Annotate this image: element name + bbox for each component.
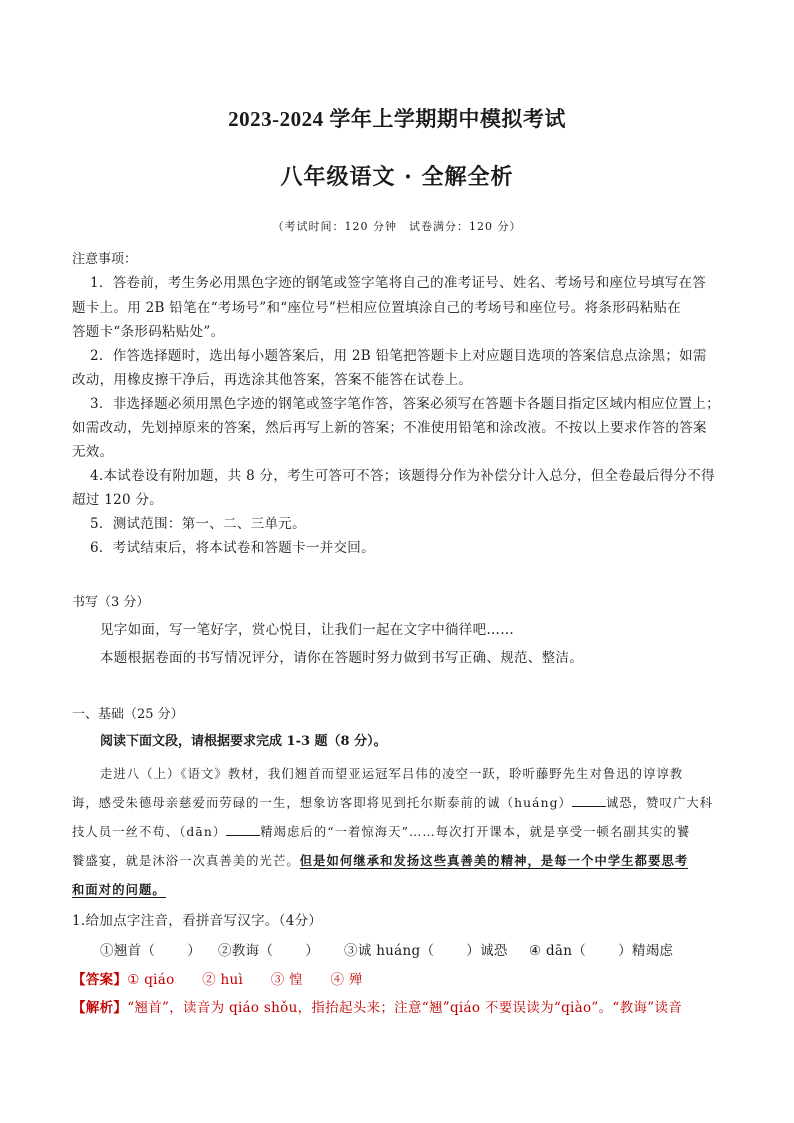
passage-line: [72, 822, 690, 840]
passage-text: 精竭虑后的“一着惊海天”……每次打开课本，就是享受一顿名副其实的饕: [260, 825, 691, 839]
exam-info: （考试时间：120 分钟 试卷满分：120 分）: [272, 220, 522, 233]
answer-line: [72, 968, 363, 988]
analysis-tag: 【解析】: [72, 1000, 128, 1016]
item-label: ③诚 huáng（: [344, 943, 435, 959]
fill-blank[interactable]: [572, 794, 606, 807]
passage-line: 走进八（上）《语文》教材，我们翘首而望亚运冠军吕伟的凌空一跃，聆听藤野先生对鲁迅的谆谆教: [100, 767, 684, 781]
answer-text: ① qiáo ② huì ③ 惶 ④ 殚: [127, 972, 363, 988]
writing-line: 本题根据卷面的书写情况评分，请你在答题时努力做到书写正确、规范、整洁。: [100, 650, 583, 666]
notice-line: 超过 120 分。: [72, 492, 164, 508]
fill-blank[interactable]: [226, 823, 260, 836]
passage-text: 餮盛宴，就是沐浴一次真善美的光芒。: [72, 854, 300, 868]
notice-line: 题卡上。用 2B 铅笔在“考场号”和“座位号”栏相应位置填涂自己的考场号和座位号。将条形码粘贴在: [72, 300, 682, 316]
notice-heading: 注意事项：: [72, 252, 138, 267]
notice-line: 6．考试结束后，将本试卷和答题卡一并交回。: [90, 540, 375, 556]
passage-text: 诲，感受朱德母亲慈爱而劳碌的一生，想象访客即将见到托尔斯泰前的诚（huáng）: [72, 796, 572, 810]
answer-tag: 【答案】: [72, 972, 128, 988]
page-subtitle: 八年级语文 · 全解全析: [280, 164, 514, 190]
notice-line: 无效。: [72, 444, 114, 460]
passage-text: 技人员一丝不苟、（dān）: [72, 825, 227, 839]
question-item: [218, 939, 319, 959]
passage-line: [72, 851, 688, 869]
notice-line: 4.本试卷设有附加题，共 8 分，考生可答可不答；该题得分作为补偿分计入总分，但全卷最后得分不得: [90, 468, 715, 484]
question-item: [529, 939, 673, 959]
section-heading: 一、基础（25 分）: [72, 707, 184, 722]
item-close: ）诚恐: [466, 943, 508, 959]
notice-line: 答题卡“条形码粘贴处”。: [72, 324, 225, 340]
question-item: [100, 939, 201, 959]
item-label: ②教诲（: [218, 943, 274, 959]
passage-line: [72, 880, 166, 898]
notice-line: 如需改动，先划掉原来的答案，然后再写上新的答案；不准使用铅笔和涂改液。不按以上要求作答的答案: [72, 420, 707, 436]
notice-line: 改动，用橡皮擦干净后，再选涂其他答案，答案不能答在试卷上。: [72, 372, 473, 388]
writing-heading: 书写（3 分）: [72, 595, 150, 610]
analysis-text: “翘首”，读音为 qiáo shǒu，指抬起头来；注意“翘”qiáo 不要误读为“qiào”。“教诲”读音: [127, 1000, 683, 1016]
underlined-sentence: 和面对的问题。: [72, 882, 166, 897]
page-title: 2023-2024 学年上学期期中模拟考试: [228, 107, 566, 131]
item-close: ）: [187, 943, 202, 959]
item-label: ①翘首（: [100, 943, 156, 959]
item-close: ）精竭虑: [618, 943, 674, 959]
notice-line: 3．非选择题必须用黑色字迹的钢笔或签字笔作答，答案必须写在答题卡各题目指定区域内相应位置上；: [90, 396, 720, 412]
section-instruction: 阅读下面文段，请根据要求完成 1-3 题（8 分）。: [100, 734, 387, 749]
question-item: [344, 939, 508, 959]
notice-line: 1．答卷前，考生务必用黑色字迹的钢笔或签字笔将自己的准考证号、姓名、考场号和座位号填写在答: [90, 275, 707, 291]
underlined-sentence: 但是如何继承和发扬这些真善美的精神，是每一个中学生都要思考: [299, 853, 689, 868]
analysis-line: [72, 996, 682, 1016]
question-stem: 1.给加点字注音，看拼音写汉字。（4分）: [72, 913, 323, 929]
item-close: ）: [305, 943, 320, 959]
passage-text: 诚恐，赞叹广大科: [605, 796, 714, 810]
passage-line: [72, 793, 713, 811]
writing-line: 见字如面，写一笔好字，赏心悦目，让我们一起在文字中徜徉吧……: [100, 622, 514, 638]
item-label: ④ dān（: [529, 943, 587, 959]
notice-line: 2．作答选择题时，选出每小题答案后，用 2B 铅笔把答题卡上对应题目选项的答案信息点涂黑；如需: [90, 348, 707, 364]
notice-line: 5．测试范围：第一、二、三单元。: [90, 516, 306, 532]
